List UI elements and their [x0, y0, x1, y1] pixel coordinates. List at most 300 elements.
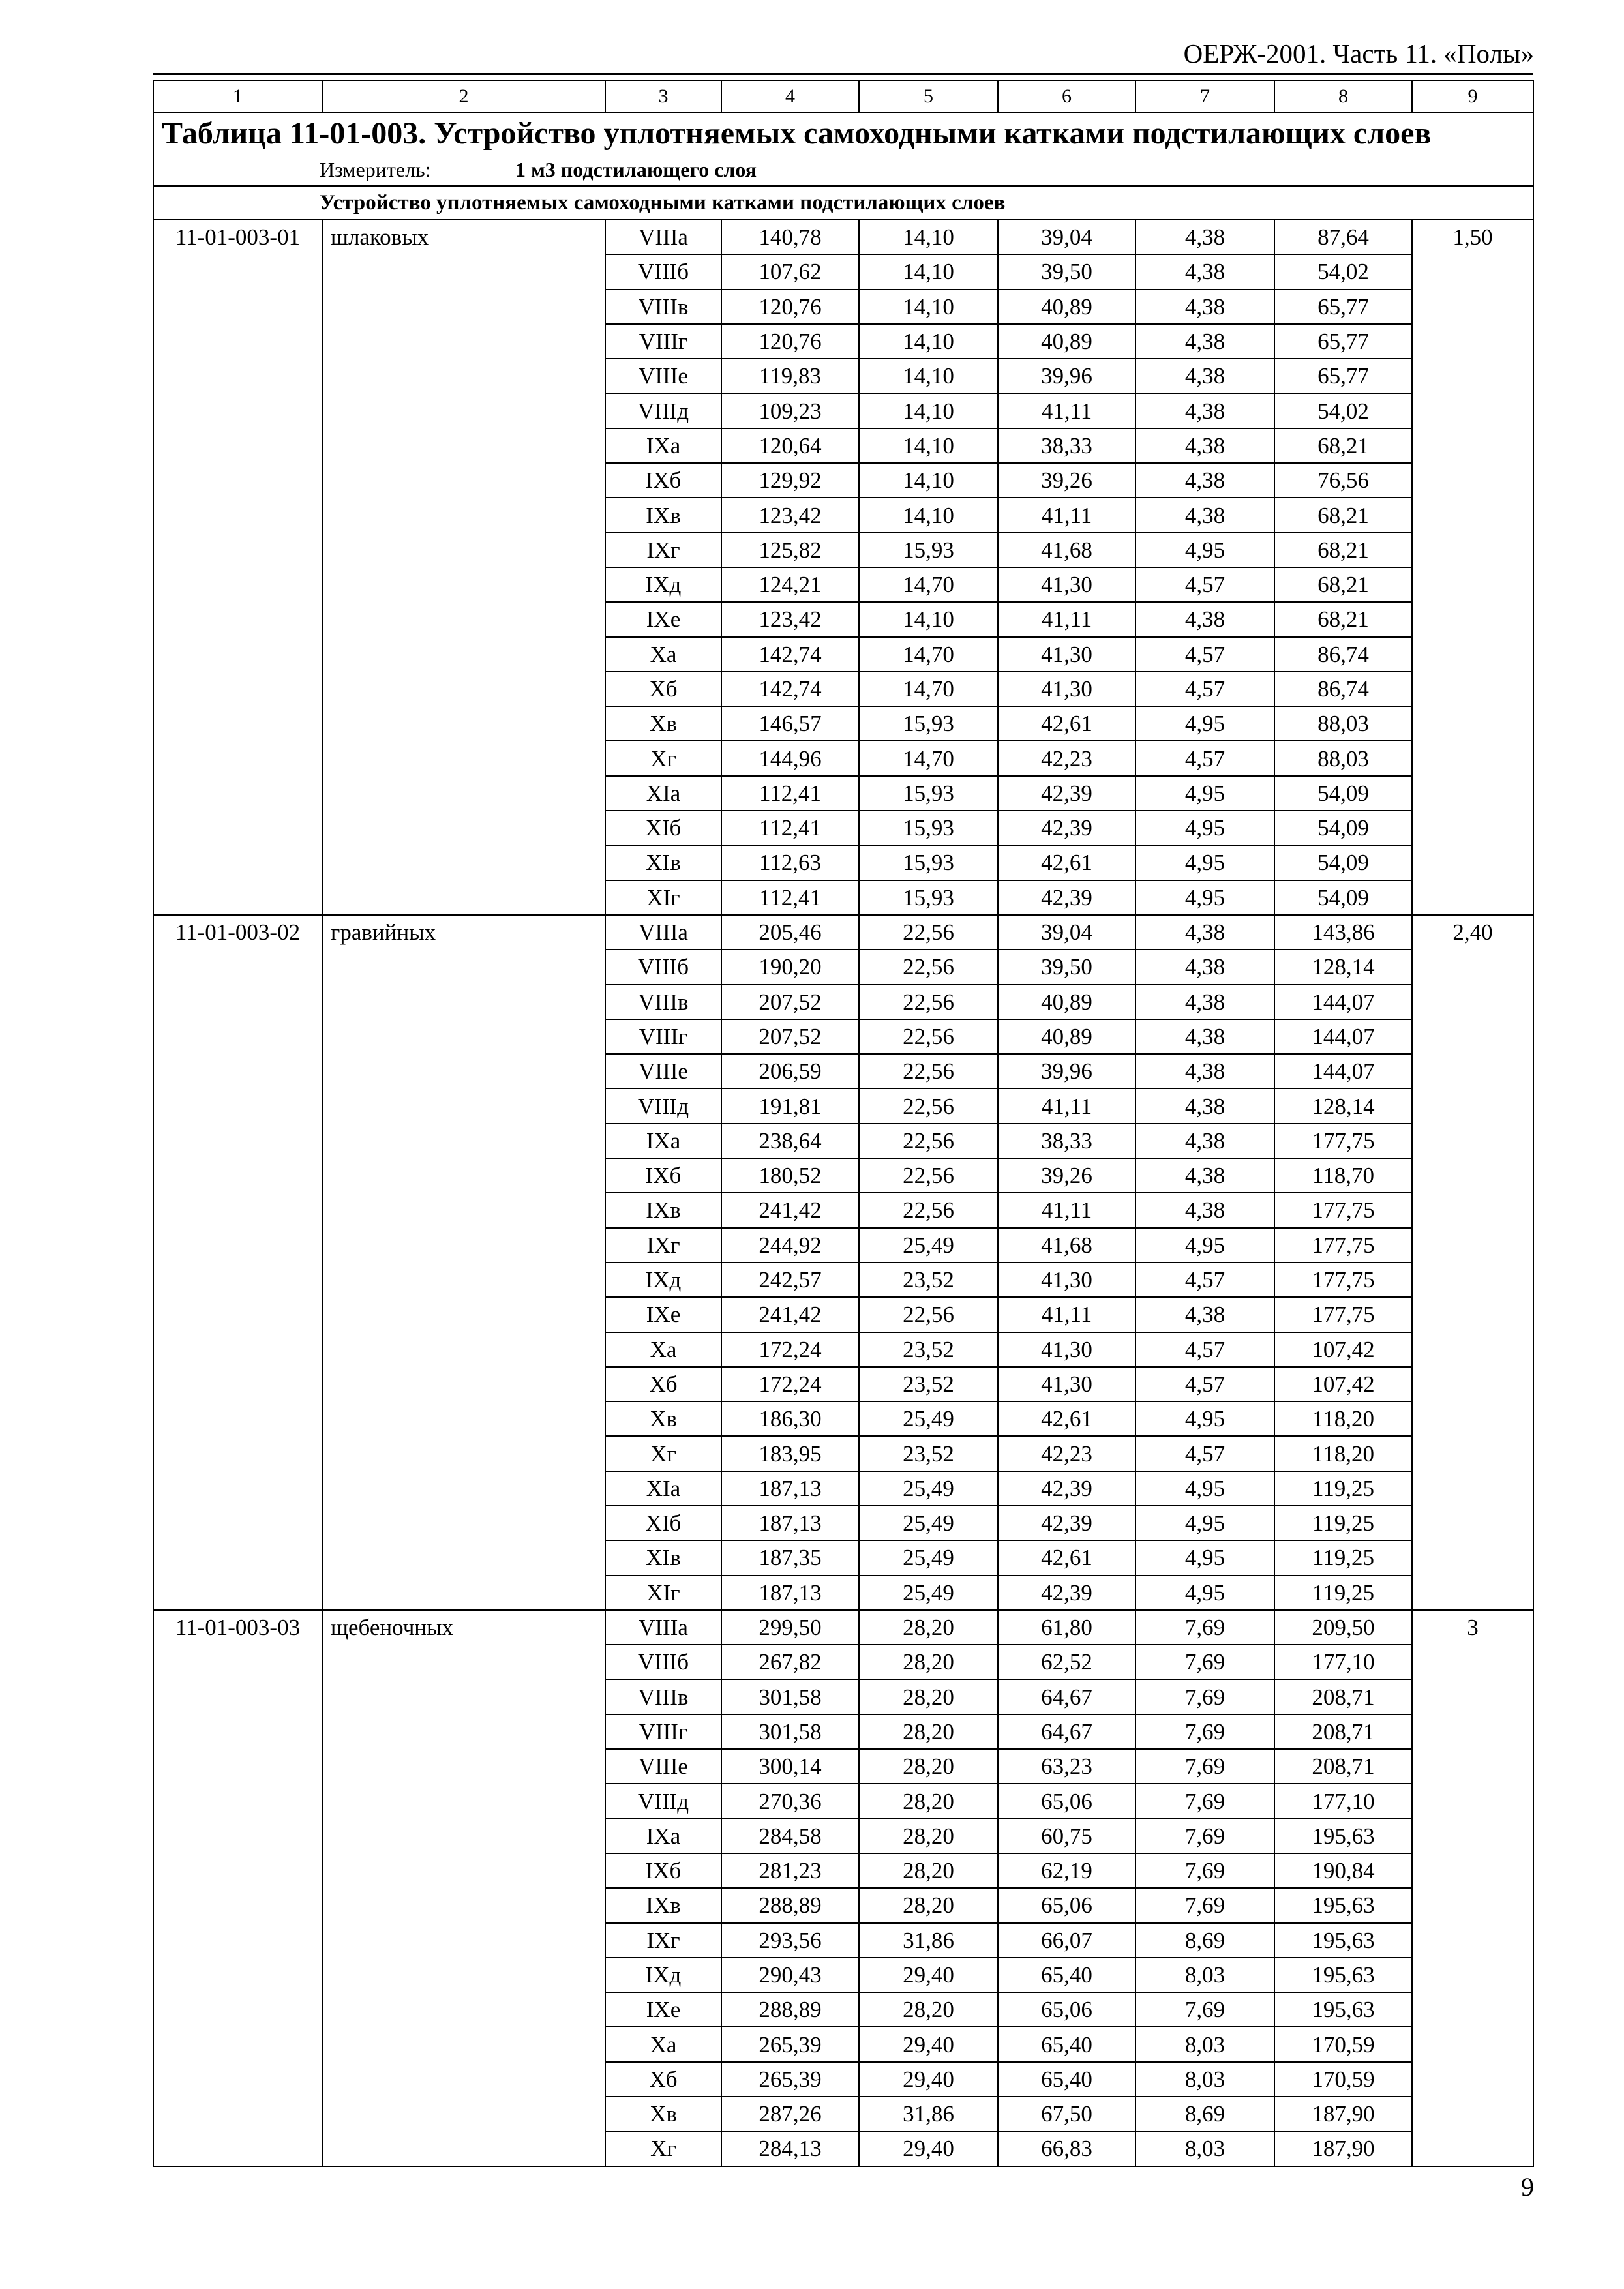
value-cell: 76,56: [1274, 463, 1412, 498]
value-cell: 112,41: [721, 776, 859, 811]
value-cell: 4,95: [1135, 1401, 1274, 1436]
value-cell: 207,52: [721, 985, 859, 1019]
value-cell: 118,20: [1274, 1436, 1412, 1471]
value-cell: 4,38: [1135, 1158, 1274, 1193]
value-cell: 284,58: [721, 1819, 859, 1853]
value-cell: 4,38: [1135, 1019, 1274, 1054]
value-cell: 187,90: [1274, 2131, 1412, 2166]
value-cell: 14,10: [859, 220, 998, 254]
value-cell: 15,93: [859, 811, 998, 845]
zone-cell: IXе: [605, 602, 721, 636]
value-cell: 287,26: [721, 2097, 859, 2131]
value-cell: 86,74: [1274, 637, 1412, 672]
column-number: 7: [1135, 80, 1274, 113]
value-cell: 144,07: [1274, 1019, 1412, 1054]
value-cell: 42,39: [998, 776, 1135, 811]
value-cell: 62,19: [998, 1853, 1135, 1888]
value-cell: 15,93: [859, 880, 998, 915]
value-cell: 4,57: [1135, 672, 1274, 706]
value-cell: 54,02: [1274, 254, 1412, 289]
value-cell: 4,38: [1135, 428, 1274, 463]
value-cell: 31,86: [859, 1923, 998, 1958]
table-title-row: [153, 113, 1533, 154]
value-cell: 22,56: [859, 1124, 998, 1158]
value-cell: 140,78: [721, 220, 859, 254]
zone-cell: XIб: [605, 1506, 721, 1540]
value-cell: 172,24: [721, 1367, 859, 1401]
value-cell: 22,56: [859, 1054, 998, 1088]
value-cell: 68,21: [1274, 428, 1412, 463]
value-cell: 7,69: [1135, 1714, 1274, 1749]
value-cell: 15,93: [859, 845, 998, 880]
value-cell: 4,95: [1135, 880, 1274, 915]
zone-cell: IXг: [605, 1923, 721, 1958]
value-cell: 42,39: [998, 1576, 1135, 1610]
value-cell: 68,21: [1274, 533, 1412, 567]
value-cell: 4,95: [1135, 706, 1274, 741]
value-cell: 40,89: [998, 985, 1135, 1019]
value-cell: 68,21: [1274, 602, 1412, 636]
value-cell: 25,49: [859, 1540, 998, 1575]
value-cell: 39,26: [998, 1158, 1135, 1193]
value-cell: 39,26: [998, 463, 1135, 498]
value-cell: 177,75: [1274, 1297, 1412, 1332]
column-number: 3: [605, 80, 721, 113]
value-cell: 177,75: [1274, 1124, 1412, 1158]
value-cell: 14,10: [859, 428, 998, 463]
value-cell: 7,69: [1135, 1610, 1274, 1645]
value-cell: 14,10: [859, 359, 998, 393]
value-cell: 42,61: [998, 1401, 1135, 1436]
column-number: 9: [1412, 80, 1533, 113]
value-cell: 42,61: [998, 1540, 1135, 1575]
value-cell: 39,50: [998, 254, 1135, 289]
value-cell: 177,75: [1274, 1263, 1412, 1297]
value-cell: 123,42: [721, 498, 859, 532]
value-cell: 25,49: [859, 1471, 998, 1506]
value-cell: 25,49: [859, 1506, 998, 1540]
value-cell: 4,38: [1135, 290, 1274, 324]
value-cell: 284,13: [721, 2131, 859, 2166]
value-cell: 288,89: [721, 1888, 859, 1922]
value-cell: 301,58: [721, 1714, 859, 1749]
column-number: 1: [153, 80, 322, 113]
value-cell: 195,63: [1274, 1992, 1412, 2027]
value-cell: 265,39: [721, 2027, 859, 2061]
zone-cell: IXв: [605, 498, 721, 532]
value-cell: 4,38: [1135, 915, 1274, 950]
zone-cell: VIIIв: [605, 290, 721, 324]
value-cell: 65,40: [998, 2027, 1135, 2061]
zone-cell: XIг: [605, 880, 721, 915]
value-cell: 65,40: [998, 2062, 1135, 2097]
value-cell: 118,70: [1274, 1158, 1412, 1193]
zone-cell: VIIIб: [605, 1645, 721, 1679]
value-cell: 119,25: [1274, 1506, 1412, 1540]
value-cell: 8,03: [1135, 2131, 1274, 2166]
zone-cell: IXд: [605, 1263, 721, 1297]
value-cell: 64,67: [998, 1714, 1135, 1749]
value-cell: 107,42: [1274, 1367, 1412, 1401]
value-cell: 54,09: [1274, 845, 1412, 880]
zone-cell: Xв: [605, 1401, 721, 1436]
zone-cell: Xг: [605, 1436, 721, 1471]
value-cell: 23,52: [859, 1436, 998, 1471]
value-cell: 301,58: [721, 1679, 859, 1714]
value-cell: 8,69: [1135, 1923, 1274, 1958]
zone-cell: XIа: [605, 1471, 721, 1506]
value-cell: 40,89: [998, 1019, 1135, 1054]
value-cell: 42,23: [998, 1436, 1135, 1471]
value-cell: 39,04: [998, 220, 1135, 254]
zone-cell: VIIIа: [605, 1610, 721, 1645]
resource-code: 11-01-003-02: [153, 915, 322, 1610]
value-cell: 4,95: [1135, 1540, 1274, 1575]
value-cell: 39,96: [998, 1054, 1135, 1088]
value-cell: 28,20: [859, 1645, 998, 1679]
zone-cell: VIIIд: [605, 1784, 721, 1818]
value-cell: 4,95: [1135, 1471, 1274, 1506]
value-cell: 42,39: [998, 1506, 1135, 1540]
value-cell: 14,70: [859, 567, 998, 602]
value-cell: 300,14: [721, 1749, 859, 1784]
value-cell: 270,36: [721, 1784, 859, 1818]
value-cell: 4,95: [1135, 811, 1274, 845]
value-cell: 4,95: [1135, 1506, 1274, 1540]
value-cell: 7,69: [1135, 1819, 1274, 1853]
value-cell: 4,57: [1135, 1263, 1274, 1297]
value-cell: 8,03: [1135, 2062, 1274, 2097]
zone-cell: IXа: [605, 1124, 721, 1158]
zone-cell: XIг: [605, 1576, 721, 1610]
value-cell: 4,38: [1135, 463, 1274, 498]
value-cell: 29,40: [859, 2027, 998, 2061]
value-cell: 4,38: [1135, 1054, 1274, 1088]
value-cell: 54,09: [1274, 776, 1412, 811]
value-cell: 28,20: [859, 1610, 998, 1645]
value-cell: 195,63: [1274, 1819, 1412, 1853]
value-cell: 65,06: [998, 1888, 1135, 1922]
zone-cell: IXг: [605, 1228, 721, 1263]
column-number: 5: [859, 80, 998, 113]
value-cell: 4,38: [1135, 393, 1274, 428]
value-cell: 208,71: [1274, 1714, 1412, 1749]
value-cell: 119,25: [1274, 1576, 1412, 1610]
unit-label: Измеритель:: [320, 158, 431, 181]
coefficient-cell: 3: [1412, 1610, 1533, 2166]
value-cell: 207,52: [721, 1019, 859, 1054]
value-cell: 4,38: [1135, 359, 1274, 393]
zone-cell: VIIIв: [605, 1679, 721, 1714]
zone-cell: XIв: [605, 845, 721, 880]
value-cell: 119,83: [721, 359, 859, 393]
zone-cell: VIIIе: [605, 1054, 721, 1088]
value-cell: 29,40: [859, 2062, 998, 2097]
zone-cell: IXа: [605, 428, 721, 463]
value-cell: 195,63: [1274, 1958, 1412, 1992]
value-cell: 14,10: [859, 393, 998, 428]
value-cell: 4,38: [1135, 950, 1274, 984]
value-cell: 190,84: [1274, 1853, 1412, 1888]
value-cell: 22,56: [859, 1158, 998, 1193]
value-cell: 4,38: [1135, 985, 1274, 1019]
value-cell: 118,20: [1274, 1401, 1412, 1436]
value-cell: 4,38: [1135, 1193, 1274, 1227]
zone-cell: VIIIд: [605, 1088, 721, 1123]
value-cell: 64,67: [998, 1679, 1135, 1714]
zone-cell: Xг: [605, 741, 721, 775]
value-cell: 15,93: [859, 533, 998, 567]
value-cell: 67,50: [998, 2097, 1135, 2131]
value-cell: 293,56: [721, 1923, 859, 1958]
zone-cell: XIа: [605, 776, 721, 811]
value-cell: 4,57: [1135, 1436, 1274, 1471]
value-cell: 4,57: [1135, 637, 1274, 672]
zone-cell: VIIIб: [605, 254, 721, 289]
value-cell: 120,64: [721, 428, 859, 463]
value-cell: 22,56: [859, 1193, 998, 1227]
zone-cell: VIIIе: [605, 1749, 721, 1784]
value-cell: 4,38: [1135, 254, 1274, 289]
zone-cell: Xа: [605, 637, 721, 672]
value-cell: 28,20: [859, 1819, 998, 1853]
section-title-text: Устройство уплотняемых самоходными катками подстилающих слоев: [320, 190, 1006, 215]
zone-cell: IXе: [605, 1992, 721, 2027]
document-header-title: ОЕРЖ-2001. Часть 11. «Полы»: [1183, 38, 1534, 68]
value-cell: 65,77: [1274, 290, 1412, 324]
value-cell: 190,20: [721, 950, 859, 984]
value-cell: 265,39: [721, 2062, 859, 2097]
section-title: [153, 186, 1533, 220]
column-number: 8: [1274, 80, 1412, 113]
value-cell: 41,11: [998, 1088, 1135, 1123]
value-cell: 195,63: [1274, 1888, 1412, 1922]
value-cell: 28,20: [859, 1784, 998, 1818]
work-name: гравийных: [322, 915, 605, 1610]
value-cell: 7,69: [1135, 1992, 1274, 2027]
value-cell: 40,89: [998, 324, 1135, 359]
value-cell: 87,64: [1274, 220, 1412, 254]
zone-cell: Xг: [605, 2131, 721, 2166]
value-cell: 125,82: [721, 533, 859, 567]
value-cell: 4,38: [1135, 498, 1274, 532]
value-cell: 191,81: [721, 1088, 859, 1123]
value-cell: 65,06: [998, 1784, 1135, 1818]
value-cell: 205,46: [721, 915, 859, 950]
value-cell: 180,52: [721, 1158, 859, 1193]
value-cell: 28,20: [859, 1992, 998, 2027]
work-name: шлаковых: [322, 220, 605, 915]
value-cell: 31,86: [859, 2097, 998, 2131]
value-cell: 119,25: [1274, 1540, 1412, 1575]
zone-cell: Xв: [605, 706, 721, 741]
value-cell: 38,33: [998, 1124, 1135, 1158]
value-cell: 42,61: [998, 706, 1135, 741]
column-number-row: [153, 80, 1533, 113]
value-cell: 177,75: [1274, 1193, 1412, 1227]
value-cell: 124,21: [721, 567, 859, 602]
table-row: [153, 915, 1533, 950]
value-cell: 299,50: [721, 1610, 859, 1645]
value-cell: 42,39: [998, 1471, 1135, 1506]
value-cell: 41,11: [998, 393, 1135, 428]
value-cell: 41,11: [998, 1193, 1135, 1227]
value-cell: 187,35: [721, 1540, 859, 1575]
zone-cell: XIб: [605, 811, 721, 845]
value-cell: 25,49: [859, 1576, 998, 1610]
value-cell: 14,70: [859, 741, 998, 775]
unit-cell: [153, 154, 1533, 186]
value-cell: 86,74: [1274, 672, 1412, 706]
value-cell: 41,11: [998, 1297, 1135, 1332]
value-cell: 14,10: [859, 290, 998, 324]
value-cell: 143,86: [1274, 915, 1412, 950]
value-cell: 66,83: [998, 2131, 1135, 2166]
value-cell: 22,56: [859, 985, 998, 1019]
value-cell: 66,07: [998, 1923, 1135, 1958]
value-cell: 242,57: [721, 1263, 859, 1297]
value-cell: 41,30: [998, 637, 1135, 672]
value-cell: 128,14: [1274, 950, 1412, 984]
value-cell: 15,93: [859, 706, 998, 741]
value-cell: 25,49: [859, 1228, 998, 1263]
value-cell: 42,39: [998, 880, 1135, 915]
value-cell: 172,24: [721, 1332, 859, 1367]
unit-value: 1 м3 подстилающего слоя: [515, 158, 757, 181]
resource-code: 11-01-003-01: [153, 220, 322, 915]
header-rule: [153, 73, 1533, 75]
value-cell: 4,38: [1135, 220, 1274, 254]
zone-cell: IXв: [605, 1193, 721, 1227]
value-cell: 88,03: [1274, 741, 1412, 775]
value-cell: 177,10: [1274, 1784, 1412, 1818]
value-cell: 267,82: [721, 1645, 859, 1679]
value-cell: 8,03: [1135, 1958, 1274, 1992]
value-cell: 4,38: [1135, 1297, 1274, 1332]
column-number: 2: [322, 80, 605, 113]
table-row: [153, 1610, 1533, 1645]
value-cell: 241,42: [721, 1193, 859, 1227]
value-cell: 281,23: [721, 1853, 859, 1888]
zone-cell: VIIIа: [605, 220, 721, 254]
zone-cell: IXв: [605, 1888, 721, 1922]
value-cell: 4,57: [1135, 1367, 1274, 1401]
zone-cell: VIIIа: [605, 915, 721, 950]
zone-cell: XIв: [605, 1540, 721, 1575]
value-cell: 88,03: [1274, 706, 1412, 741]
value-cell: 42,61: [998, 845, 1135, 880]
value-cell: 54,09: [1274, 880, 1412, 915]
value-cell: 288,89: [721, 1992, 859, 2027]
value-cell: 187,13: [721, 1471, 859, 1506]
value-cell: 65,77: [1274, 359, 1412, 393]
value-cell: 14,10: [859, 498, 998, 532]
column-number: 4: [721, 80, 859, 113]
value-cell: 146,57: [721, 706, 859, 741]
unit-row: [153, 154, 1533, 186]
value-cell: 4,38: [1135, 602, 1274, 636]
value-cell: 8,69: [1135, 2097, 1274, 2131]
value-cell: 186,30: [721, 1401, 859, 1436]
value-cell: 65,06: [998, 1992, 1135, 2027]
value-cell: 41,11: [998, 498, 1135, 532]
value-cell: 29,40: [859, 1958, 998, 1992]
zone-cell: Xв: [605, 2097, 721, 2131]
value-cell: 65,40: [998, 1958, 1135, 1992]
work-name: щебеночных: [322, 1610, 605, 2166]
value-cell: 4,38: [1135, 1124, 1274, 1158]
value-cell: 14,10: [859, 602, 998, 636]
value-cell: 41,30: [998, 1367, 1135, 1401]
value-cell: 144,07: [1274, 1054, 1412, 1088]
value-cell: 38,33: [998, 428, 1135, 463]
value-cell: 42,23: [998, 741, 1135, 775]
value-cell: 142,74: [721, 672, 859, 706]
value-cell: 41,30: [998, 1332, 1135, 1367]
value-cell: 170,59: [1274, 2062, 1412, 2097]
value-cell: 14,10: [859, 324, 998, 359]
value-cell: 29,40: [859, 2131, 998, 2166]
zone-cell: VIIIб: [605, 950, 721, 984]
value-cell: 15,93: [859, 776, 998, 811]
value-cell: 41,68: [998, 533, 1135, 567]
value-cell: 23,52: [859, 1332, 998, 1367]
value-cell: 28,20: [859, 1714, 998, 1749]
value-cell: 4,95: [1135, 1228, 1274, 1263]
column-number: 6: [998, 80, 1135, 113]
value-cell: 195,63: [1274, 1923, 1412, 1958]
value-cell: 4,95: [1135, 1576, 1274, 1610]
page-number: 9: [1521, 2172, 1534, 2202]
zone-cell: VIIIв: [605, 985, 721, 1019]
value-cell: 41,11: [998, 602, 1135, 636]
value-cell: 62,52: [998, 1645, 1135, 1679]
table-row: [153, 220, 1533, 254]
value-cell: 4,95: [1135, 845, 1274, 880]
value-cell: 144,96: [721, 741, 859, 775]
value-cell: 7,69: [1135, 1784, 1274, 1818]
value-cell: 41,30: [998, 567, 1135, 602]
value-cell: 39,50: [998, 950, 1135, 984]
value-cell: 7,69: [1135, 1679, 1274, 1714]
value-cell: 54,09: [1274, 811, 1412, 845]
value-cell: 208,71: [1274, 1679, 1412, 1714]
zone-cell: Xа: [605, 2027, 721, 2061]
value-cell: 28,20: [859, 1679, 998, 1714]
value-cell: 22,56: [859, 1019, 998, 1054]
zone-cell: Xа: [605, 1332, 721, 1367]
zone-cell: Xб: [605, 1367, 721, 1401]
value-cell: 28,20: [859, 1888, 998, 1922]
value-cell: 42,39: [998, 811, 1135, 845]
value-cell: 7,69: [1135, 1749, 1274, 1784]
value-cell: 4,57: [1135, 567, 1274, 602]
value-cell: 238,64: [721, 1124, 859, 1158]
zone-cell: IXб: [605, 1158, 721, 1193]
value-cell: 40,89: [998, 290, 1135, 324]
zone-cell: IXд: [605, 567, 721, 602]
value-cell: 112,41: [721, 811, 859, 845]
value-cell: 7,69: [1135, 1645, 1274, 1679]
value-cell: 14,10: [859, 463, 998, 498]
value-cell: 208,71: [1274, 1749, 1412, 1784]
rates-table: [153, 80, 1534, 2167]
table-title: Таблица 11-01-003. Устройство уплотняемых самоходными катками подстилающих слоев: [153, 113, 1533, 154]
zone-cell: IXе: [605, 1297, 721, 1332]
value-cell: 22,56: [859, 1297, 998, 1332]
value-cell: 28,20: [859, 1853, 998, 1888]
value-cell: 112,41: [721, 880, 859, 915]
